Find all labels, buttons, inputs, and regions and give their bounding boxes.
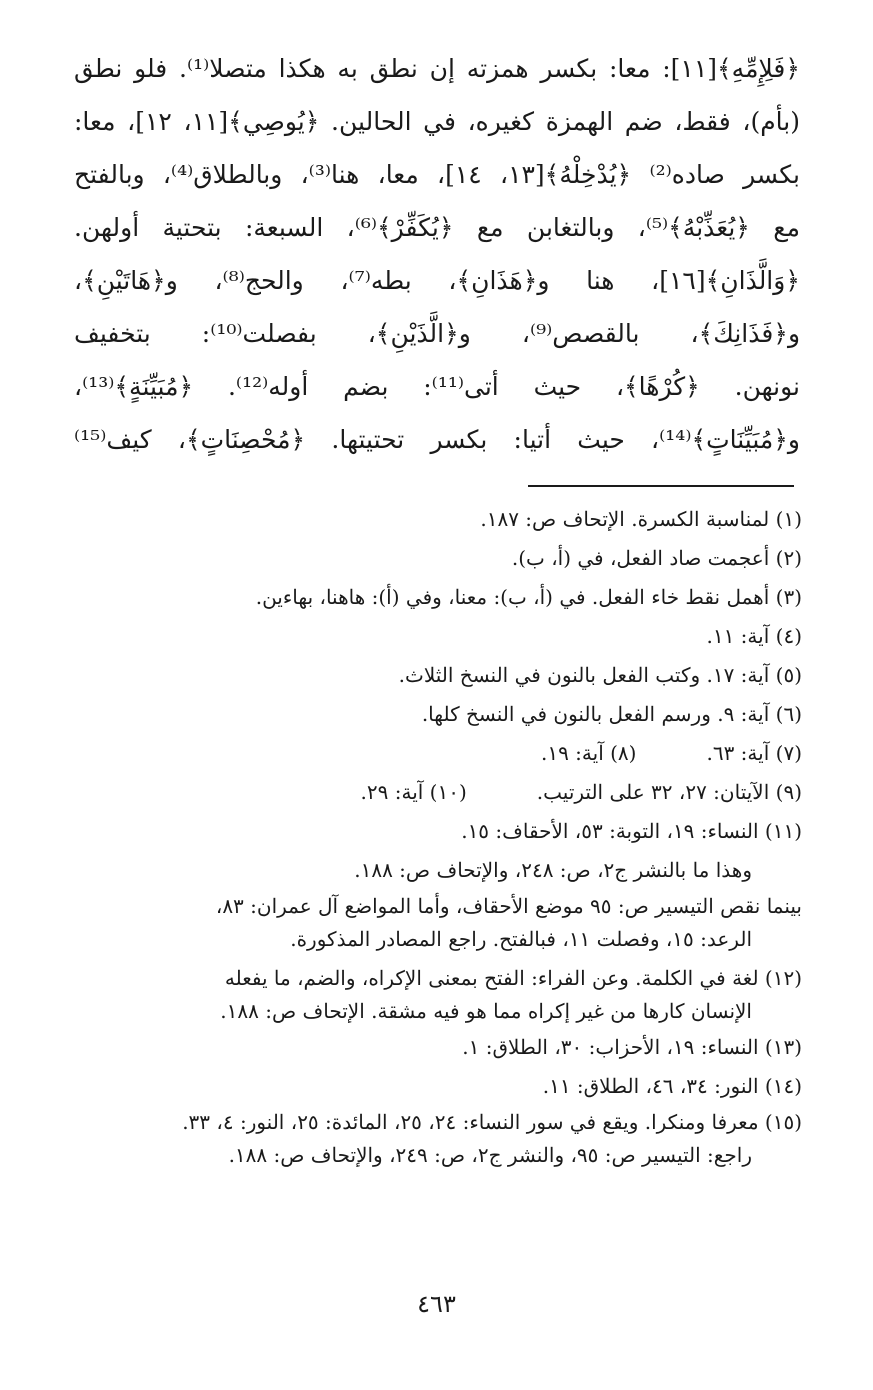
main-text-line: و﴿فَذَانِكَ﴾، بالقصص⁽⁹⁾، و﴿الَّذَيْنِ﴾، بفصلت⁽¹⁰⁾: بتخفيف (74, 319, 800, 348)
main-text-line: نونهن. ﴿كُرْهًا﴾، حيث أتى⁽¹¹⁾: بضم أوله⁽¹²⁾. ﴿مُبَيِّنَةٍ﴾⁽¹³⁾، (74, 372, 800, 401)
footnote-11-continuation: بينما نقص التيسير ص: ٩٥ موضع الأحقاف، وأما المواضع آل عمران: ٨٣، (215, 894, 802, 918)
footnote-9: (٩) الآيتان: ٢٧، ٣٢ على الترتيب. (536, 780, 802, 804)
main-text-line: مع ﴿يُعَذِّبْهُ﴾⁽⁵⁾، وبالتغابن مع ﴿يُكَفِّرْ﴾⁽⁶⁾، السبعة: بتحتية أولهن. (74, 213, 800, 242)
footnote-4: (٤) آية: ١١. (706, 624, 802, 648)
footnote-11: (١١) النساء: ١٩، التوبة: ٥٣، الأحقاف: ١٥. (461, 819, 802, 843)
footnote-8: (٨) آية: ١٩. (540, 741, 637, 765)
page-number: ٤٦٣ (417, 1290, 456, 1318)
footnote-3: (٣) أهمل نقط خاء الفعل. في (أ، ب): معنا، وفي (أ): هاهنا، بهاءين. (255, 585, 802, 609)
footnote-6: (٦) آية: ٩. ورسم الفعل بالنون في النسخ كلها. (421, 702, 802, 726)
footnote-12-continuation: الإنسان كارها من غير إكراه مما هو فيه مشقة. الإتحاف ص: ١٨٨. (220, 999, 752, 1023)
footnote-1: (١) لمناسبة الكسرة. الإتحاف ص: ١٨٧. (480, 507, 802, 531)
footnote-14: (١٤) النور: ٣٤، ٤٦، الطلاق: ١١. (542, 1074, 802, 1098)
main-text-line: ﴿فَلِإِمِّهِ﴾[١١]: معا: بكسر همزته إن نطق به هكذا متصلا⁽¹⁾. فلو نطق (74, 54, 800, 83)
main-text (74, 42, 800, 466)
main-text-line: و﴿مُبَيِّنَاتٍ﴾⁽¹⁴⁾، حيث أتيا: بكسر تحتيتها. ﴿مُحْصِنَاتٍ﴾، كيف⁽¹⁵⁾ (74, 425, 800, 454)
footnote-5: (٥) آية: ١٧. وكتب الفعل بالنون في النسخ الثلاث. (398, 663, 802, 687)
footnote-row-9-10 (60, 773, 802, 812)
main-text-line: بكسر صاده⁽²⁾ ﴿يُدْخِلْهُ﴾[١٣، ١٤]، معا، هنا⁽³⁾، وبالطلاق⁽⁴⁾، وبالفتح (74, 160, 800, 189)
footnote-11-continuation: الرعد: ١٥، وفصلت ١١، فبالفتح. راجع المصادر المذكورة. (290, 927, 752, 951)
footnote-13: (١٣) النساء: ١٩، الأحزاب: ٣٠، الطلاق: ١. (462, 1035, 802, 1059)
footnote-15: (١٥) معرفا ومنكرا. ويقع في سور النساء: ٢٤، ٢٥، المائدة: ٢٥، النور: ٤، ٣٣. (182, 1110, 802, 1134)
footnote-row-7-8 (60, 734, 802, 773)
footnote-7: (٧) آية: ٦٣. (706, 741, 802, 765)
main-text-line: (بأم)، فقط، ضم الهمزة كغيره، في الحالين. ﴿يُوصِي﴾[١١، ١٢]، معا: (74, 107, 800, 136)
footnotes (60, 500, 802, 1172)
footnote-12: (١٢) لغة في الكلمة. وعن الفراء: الفتح بمعنى الإكراه، والضم، ما يفعله (224, 966, 802, 990)
footnote-15-continuation: راجع: التيسير ص: ٩٥، والنشر ج٢، ص: ٢٤٩، والإتحاف ص: ١٨٨. (228, 1143, 752, 1167)
footnote-separator (528, 485, 794, 487)
footnote-11-continuation: وهذا ما بالنشر ج٢، ص: ٢٤٨، والإتحاف ص: ١٨٨. (354, 858, 752, 882)
main-text-line: ﴿وَالَّذَانِ﴾[١٦]، هنا و﴿هَذَانِ﴾، بطه⁽⁷⁾، والحج⁽⁸⁾، و﴿هَاتَيْنِ﴾، (74, 266, 800, 295)
footnote-2: (٢) أعجمت صاد الفعل، في (أ، ب). (511, 546, 802, 570)
footnote-10: (١٠) آية: ٢٩. (360, 780, 467, 804)
